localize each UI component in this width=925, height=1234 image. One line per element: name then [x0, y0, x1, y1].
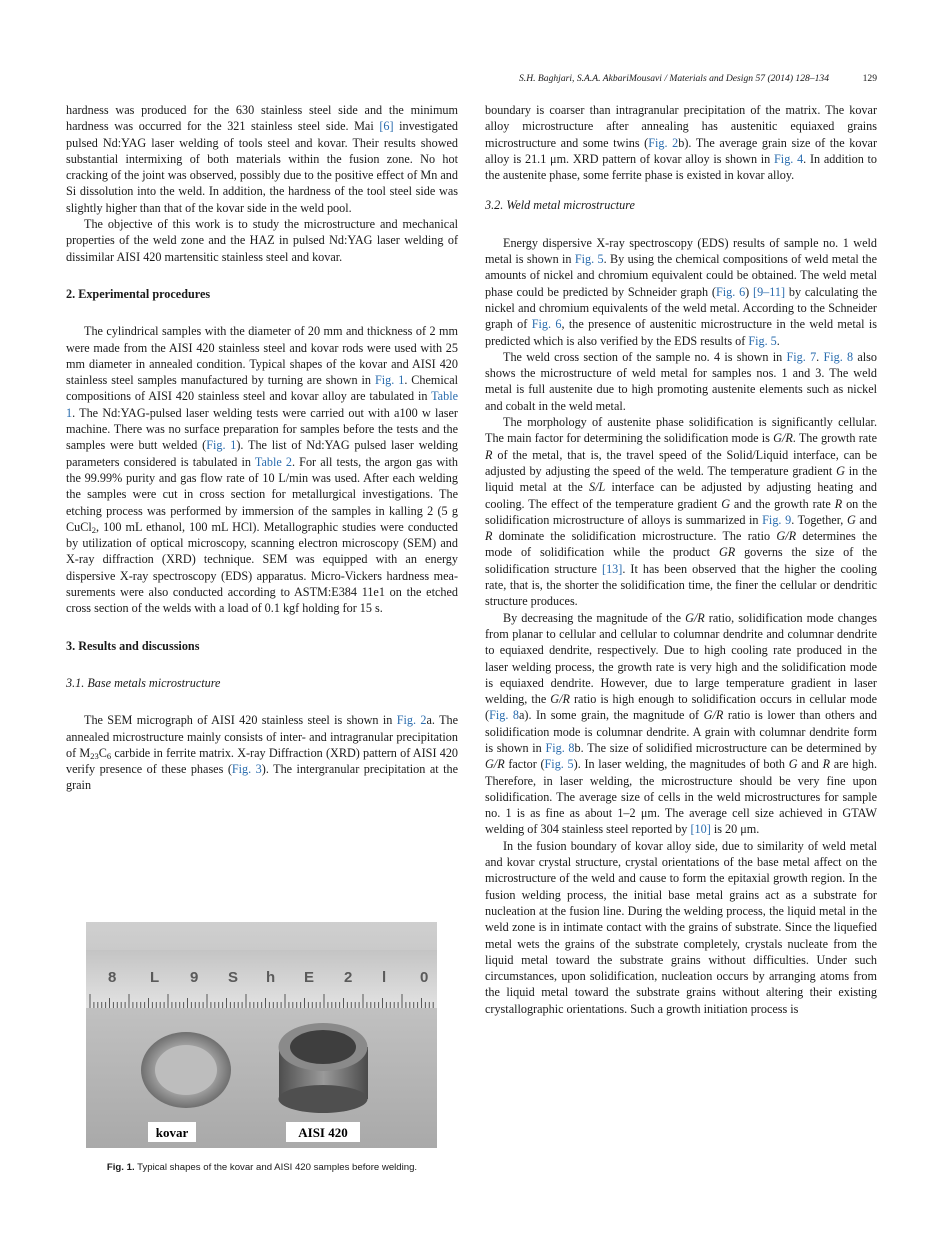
figure-link[interactable]: Fig. 5: [574, 252, 604, 267]
paragraph: In the fusion boundary of kovar alloy side, due to similarity of weld metal and kovar crystal structure, crystal orientations of the base metal affect on the microstructure of the weld and cause to form the epitaxial growth region. In the fusion welding process, the initial base metal grains act as a substrate for nucleation at the fusion line. During the welding process, the liquid metal in the weld zone is in intimate contact with the grains of substrate. Since the liquefied metal wets the grains of the substrate completely, crystals nucleate from the liquid metal toward the substrate grains without difficulties. Under such circumstances, upon solidification, nucleation occurs by arranging atoms from the liquid metal toward the substrate grains without altering their existing crystallographic orientations. Such a growth initiation process is: [485, 838, 877, 1016]
figure-link[interactable]: Fig. 8: [545, 740, 575, 755]
section-heading-3: 3. Results and discussions: [66, 638, 200, 653]
paragraph: The weld cross section of the sample no. 4 is shown in Fig. 7. Fig. 8 also shows the microstructure of weld metal for samples nos. 1 and 3. The weld metal is full austenite due to high promoting austenite elements such as nickel and cobalt in the weld metal.: [485, 349, 878, 413]
paragraph: The morphology of austenite phase solidification is significantly cellular. The main factor for determining the solidification mode is G/R. The growth rate R of the metal, that is, the travel speed of the Solid/Liquid interface, can be adjusted by adjusting the speed of the weld. The temperature gradient G in the liquid metal at the S/L interface can be adjusted by adjusting heating and cooling. The effect of the temperature gradient G and the growth rate R on the solidification microstructure of alloys is summarized in Fig. 9. Together, G and R dominate the solidification microstructure. The ratio G/R determines the mode of solidification while the product GR governs the size of the solidification structure [13]. It has been observed that the higher the cooling rate, that is, the shorter the solidification time, the finer the cellular or dendritic structure produces.: [485, 415, 878, 609]
ruler-digit: 0: [420, 969, 429, 986]
figure-link[interactable]: Fig. 6: [531, 317, 562, 332]
citation-link[interactable]: [10]: [690, 822, 711, 837]
citation-link[interactable]: [6]: [379, 119, 394, 134]
table-link[interactable]: Table 1: [66, 389, 458, 420]
ruler-digit: E: [304, 969, 315, 986]
figure-1-caption: [66, 1162, 458, 1173]
ruler-digit: 8: [108, 969, 117, 986]
page-number: 129: [862, 73, 877, 84]
label-kovar: kovar: [155, 1125, 189, 1140]
citation-link[interactable]: [9–11]: [753, 284, 786, 299]
caption-text: Typical shapes of the kovar and AISI 420 samples before welding.: [137, 1162, 418, 1173]
paragraph: boundary is coarser than intragranular precipitation of the matrix. The kovar alloy microstructure after annealing has austenitic equiaxed grains microstructure and some twins (Fig. 2b). The average grain size of the kovar alloy is 21.1 μm. XRD pattern of kovar alloy is shown in Fig. 4. In addition to the austenite phase, some ferrite phase is existed in kovar alloy.: [485, 103, 878, 183]
figure-link[interactable]: Fig. 2: [396, 713, 427, 728]
paragraph: By decreasing the magnitude of the G/R ratio, solidification mode changes from planar to cellular and cellular to columnar dendrite and columnar dendrite to equiaxed dendrite, respectively. Due to high cooling rate produced in the laser welding process, the growth rate is very high and the solidification mode is equiaxed dendrite. However, due to large temperature gradient in laser welding, the G/R ratio is high enough to solidification occurs in cellular mode (Fig. 8a). In some grain, the magnitude of G/R ratio is lower than others and solidification mode is columnar dendrite. A grain with columnar dendrite form is shown in Fig. 8b. The size of solidified microstructure can be determined by G/R factor (Fig. 5). In laser welding, the magnitudes of both G and R are high. Therefore, in laser welding, the microstructure should be very fine upon solidification. The average size of cells in the weld microstructures for sample no. 1 is as fine as about 1–2 μm. The average cell size achieved in GTAW welding of 304 stainless steel reported by [10] is 20 μm.: [485, 610, 878, 837]
table-link[interactable]: Table 2: [254, 454, 292, 469]
right-column: [485, 102, 877, 1017]
label-aisi420: AISI 420: [298, 1125, 348, 1140]
ruler-digit: 2: [344, 969, 353, 986]
figure-1-svg: [86, 922, 437, 1148]
subsection-heading-3-2: 3.2. Weld metal microstructure: [485, 198, 635, 213]
ruler-digit: 9: [190, 969, 199, 986]
paragraph: The SEM micrograph of AISI 420 stainless steel is shown in Fig. 2a. The annealed microstructure mainly consists of inter- and intragranular precipitation of $M_{23}C_6$ carbide in ferrite matrix. X-ray Diffraction (XRD) pattern of AISI 420 verify presence of these phases (Fig. 3). The intergranular precipitation at the grain: [66, 713, 459, 793]
figure-link[interactable]: Fig. 2: [648, 135, 679, 150]
running-head-text: S.H. Baghjari, S.A.A. AkbariMousavi / Materials and Design 57 (2014) 128–134: [519, 73, 829, 84]
running-header: [66, 73, 877, 87]
ruler-digit: L: [150, 969, 160, 986]
figure-link[interactable]: Fig. 9: [762, 512, 792, 527]
figure-link[interactable]: Fig. 5: [544, 757, 574, 772]
figure-link[interactable]: Fig. 6: [715, 284, 746, 299]
subsection-heading-3-1: 3.1. Base metals microstructure: [66, 675, 221, 690]
ruler-digit: h: [266, 969, 276, 986]
section-heading-2: 2. Experimental procedures: [66, 286, 211, 301]
figure-link[interactable]: Fig. 1: [374, 373, 405, 388]
caption-label: Fig. 1.: [106, 1162, 135, 1173]
figure-link[interactable]: Fig. 7: [786, 349, 817, 364]
figure-link[interactable]: Fig. 5: [748, 333, 777, 348]
figure-link[interactable]: Fig. 4: [774, 151, 804, 166]
paragraph: hardness was produced for the 630 stainless steel side and the minimum hardness was occurred for the 321 stainless steel side. Mai [6] investigated pulsed Nd:YAG laser welding of tools steel and kovar. Their results showed substantial intermixing of both materials within the fusion zone. No hot cracking of the joint was observed, possibly due to the positive effect of Mn and Si dissolution into the weld. In addition, the hardness of the tool steel side was slightly higher than that of the kovar side in the weld pool.: [66, 103, 458, 215]
paragraph: The cylindrical samples with the diameter of 20 mm and thickness of 2 mm were made from the AISI 420 stainless steel and kovar rods were used with 25 mm diameter in annealed condition. Typical shapes of the kovar and AISI 420 stainless steel samples manufactured by turning are shown in Fig. 1. Chemical compositions of AISI 420 stainless steel and kovar alloy are tabulated in Table 1. The Nd:YAG-pulsed laser welding tests were carried out with a100 w laser machine. There was no surface preparation for samples before the tests and the samples were butt welded (Fig. 1). The list of Nd:YAG pulsed laser welding parameters considered is tabulated in Table 2. For all tests, the argon gas with the 99.99% purity and gas flow rate of 10 L/min was used. After each welding the samples were cut in cross section for metallurgical investigations. The etching process was performed by immersion of the samples in kalling 2 (5 g CuCl$_2$, 100 mL ethanol, 100 mL HCl). Metallographic studies were conducted by utilization of optical microscopy, scanning electron microscopy (SEM) and X-ray diffraction (XRD) technique. SEM was equipped with an energy dispersive X-ray spectroscopy (EDS) apparatus. Micro-Vickers hardness measurements were also conducted according to ASTM:E384 11e1 on the etched cross section of the welds with a load of 0.1 kgf holding for 15 s.: [66, 324, 459, 616]
figure-link[interactable]: Fig. 3: [231, 762, 262, 777]
figure-link[interactable]: Fig. 8: [823, 349, 854, 364]
ruler-digit: l: [382, 969, 387, 986]
paragraph: The objective of this work is to study the microstructure and mechanical properties of the weld zone and the HAZ in pulsed Nd:YAG laser welding of dissimilar AISI 420 martensitic stainless steel and kovar.: [66, 217, 458, 264]
left-column: [66, 102, 458, 794]
ruler-digit: S: [228, 969, 239, 986]
figure-link[interactable]: Fig. 1: [206, 438, 237, 453]
paragraph: Energy dispersive X-ray spectroscopy (EDS) results of sample no. 1 weld metal is shown in Fig. 5. By using the chemical compositions of weld metal the amounts of nickel and chromium equivalent could be obtained. The weld metal phase could be predicted by Schneider graph (Fig. 6) [9–11] by calculating the nickel and chromium equivalents of the weld metal. According to the Schneider graph of Fig. 6, the presence of austenitic microstructure in the weld metal is predicted which is also verified by the EDS results of Fig. 5.: [485, 235, 878, 348]
citation-link[interactable]: [13]: [602, 561, 623, 576]
figure-link[interactable]: Fig. 8: [489, 708, 519, 723]
figure-1-photo: [86, 922, 437, 1148]
